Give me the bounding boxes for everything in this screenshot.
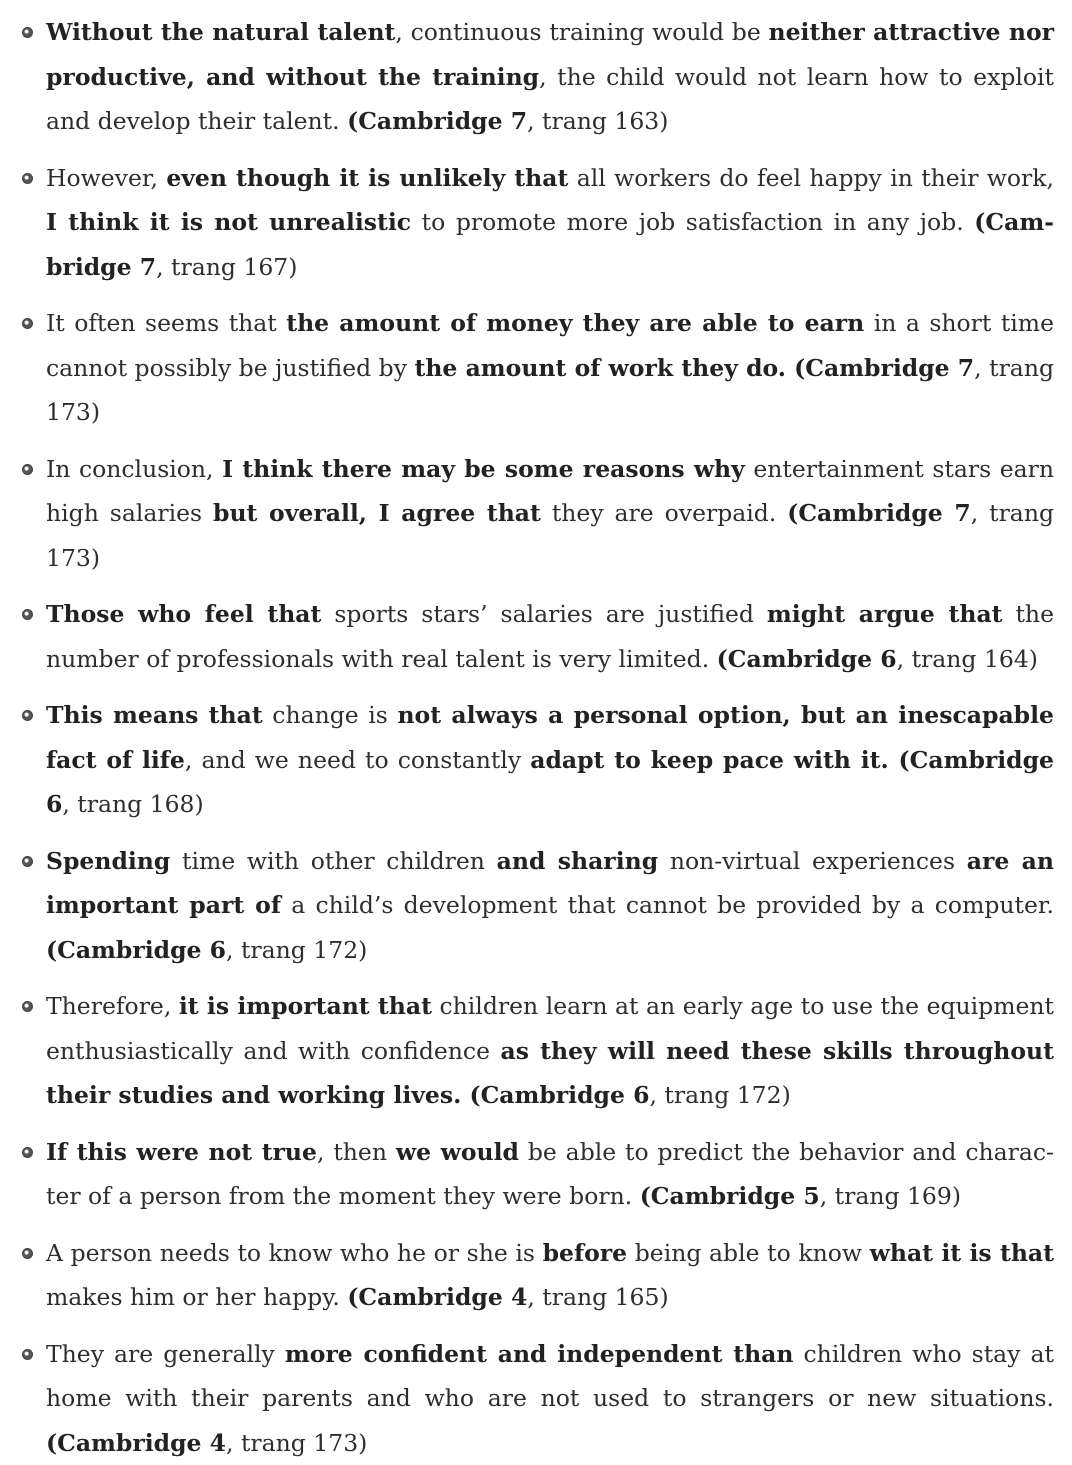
bullet-list (16, 10, 1054, 1465)
bold-phrase: what it is that (870, 1239, 1054, 1267)
list-item (16, 693, 1054, 827)
text-segment: , the child would not learn how to exploit and develop their talent. (46, 63, 1054, 136)
bold-phrase: (Cambridge 4 (347, 1283, 527, 1311)
bullet-icon (22, 1001, 33, 1012)
bold-phrase: it is important that (179, 992, 432, 1020)
text-segment: , trang 172) (649, 1081, 790, 1109)
bullet-icon (22, 609, 33, 620)
text-segment: , trang 164) (897, 645, 1038, 673)
bold-phrase: might argue that (767, 600, 1003, 628)
text-segment: , trang 173) (226, 1429, 367, 1457)
text-segment: , trang 163) (527, 107, 668, 135)
list-item (16, 156, 1054, 290)
bullet-icon (22, 173, 33, 184)
text-segment: , trang 168) (62, 790, 203, 818)
bullet-icon (22, 464, 33, 475)
bullet-icon (22, 856, 33, 867)
text-segment: all workers do feel happy in their work, (568, 164, 1054, 192)
text-segment: being able to know (627, 1239, 870, 1267)
text-segment: the number of professionals with real talent is very limited. (46, 600, 1054, 673)
text-segment: , then (317, 1138, 396, 1166)
bold-phrase: the amount of money they are able to earn (286, 309, 864, 337)
text-segment: Therefore, (46, 992, 179, 1020)
bold-phrase: are an important part of (46, 847, 1054, 920)
bold-phrase: Those who feel that (46, 600, 321, 628)
text-segment: , trang 169) (820, 1182, 961, 1210)
bold-phrase: (Cambridge 6 (46, 936, 226, 964)
text-segment: makes him or her happy. (46, 1283, 347, 1311)
bullet-icon (22, 27, 33, 38)
list-item (16, 301, 1054, 435)
bullet-icon (22, 1248, 33, 1259)
text-segment: , and we need to constantly (185, 746, 530, 774)
text-segment: It often seems that (46, 309, 286, 337)
text-segment: , trang 165) (527, 1283, 668, 1311)
text-segment: time with other children (170, 847, 496, 875)
bullet-icon (22, 318, 33, 329)
text-segment: children learn at an early age to use the equipment enthusiastically and with confidence (46, 992, 1054, 1065)
bold-phrase: as they will need these skills throughout their studies and working lives. (Cambridge 6 (46, 1037, 1054, 1110)
bullet-icon (22, 1147, 33, 1158)
list-item (16, 447, 1054, 581)
bold-phrase: more confident and independent than (285, 1340, 794, 1368)
list-item (16, 839, 1054, 973)
bold-phrase: before (543, 1239, 628, 1267)
text-segment: They are generally (46, 1340, 285, 1368)
bold-phrase: (Cambridge 7 (347, 107, 527, 135)
text-segment: change is (263, 701, 398, 729)
bold-phrase: (Cambridge 7 (46, 208, 1054, 281)
list-item (16, 1332, 1054, 1465)
bold-phrase: (Cambridge 7 (787, 499, 970, 527)
text-segment: , trang 173) (46, 499, 1054, 572)
bullet-icon (22, 1349, 33, 1360)
bold-phrase: but overall, I agree that (213, 499, 541, 527)
bullet-icon (22, 710, 33, 721)
bold-phrase: Without the natural talent (46, 18, 395, 46)
bold-phrase: and sharing (497, 847, 659, 875)
list-item (16, 984, 1054, 1118)
text-segment: , trang 172) (226, 936, 367, 964)
text-segment: in a short time cannot possibly be justified by (46, 309, 1054, 382)
bold-phrase: Spending (46, 847, 170, 875)
text-segment: to promote more job satisfaction in any job. (411, 208, 974, 236)
bold-phrase: I think there may be some reasons why (222, 455, 745, 483)
text-segment: a child’s development that cannot be provided by a computer. (281, 891, 1054, 919)
text-segment: non-virtual experiences (658, 847, 967, 875)
text-segment: , continuous training would be (395, 18, 768, 46)
bold-phrase: we would (396, 1138, 519, 1166)
bold-phrase: even though it is unlikely that (166, 164, 568, 192)
bold-phrase: not always a personal option, but an inescapable fact of life (46, 701, 1054, 774)
text-segment: be able to predict the behavior and character of a person from the moment they were born. (46, 1138, 1054, 1211)
text-segment: entertainment stars earn high salaries (46, 455, 1054, 528)
bold-phrase: I think it is not unrealistic (46, 208, 411, 236)
list-item (16, 1130, 1054, 1219)
bold-phrase: This means that (46, 701, 263, 729)
list-item (16, 10, 1054, 144)
list-item (16, 592, 1054, 681)
text-segment: , trang 167) (156, 253, 297, 281)
bold-phrase: (Cambridge 5 (640, 1182, 820, 1210)
bold-phrase: (Cambridge 6 (717, 645, 897, 673)
text-segment: they are overpaid. (541, 499, 787, 527)
list-item (16, 1231, 1054, 1320)
bold-phrase: neither attractive nor productive, and without the training (46, 18, 1054, 91)
bold-phrase: the amount of work they do. (Cambridge 7 (414, 354, 974, 382)
text-segment: , trang 173) (46, 354, 1054, 427)
text-segment: A person needs to know who he or she is (46, 1239, 543, 1267)
bold-phrase: If this were not true (46, 1138, 317, 1166)
text-segment: In conclusion, (46, 455, 222, 483)
text-segment: sports stars’ salaries are justified (321, 600, 767, 628)
text-segment: children who stay at home with their parents and who are not used to strangers or new situations. (46, 1340, 1054, 1413)
text-segment: However, (46, 164, 166, 192)
bold-phrase: (Cambridge 4 (46, 1429, 226, 1457)
bold-phrase: adapt to keep pace with it. (Cambridge 6 (46, 746, 1054, 819)
